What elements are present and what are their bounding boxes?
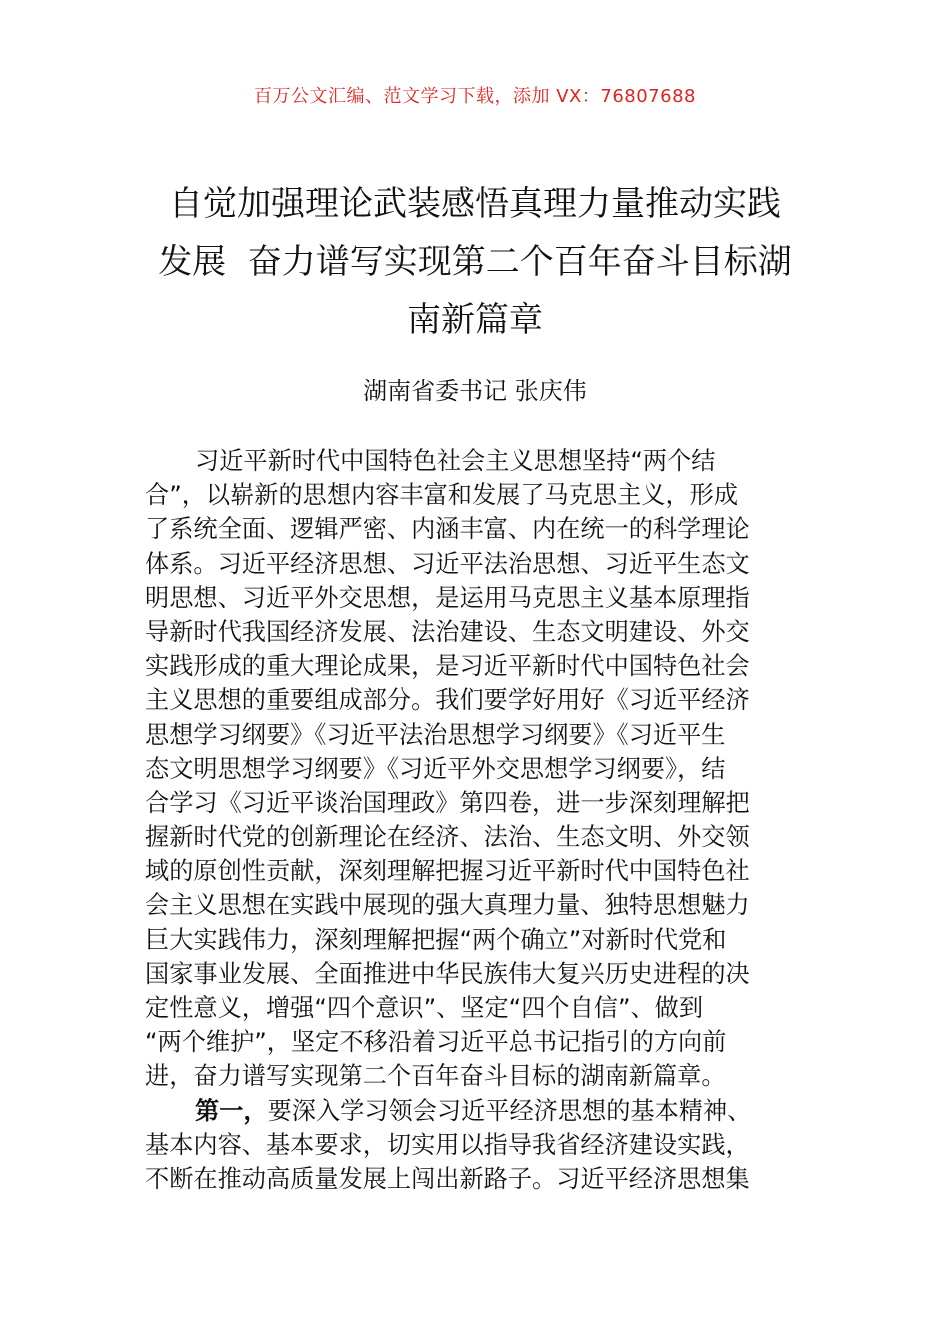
paragraph-line: 主义思想的重要组成部分。我们要学好用好《习近平经济 bbox=[145, 686, 750, 715]
title-line: 自觉加强理论武装感悟真理力量推动实践 bbox=[169, 184, 781, 224]
title-line: 南新篇章 bbox=[407, 300, 543, 340]
paragraph-line: 实践形成的重大理论成果，是习近平新时代中国特色社会 bbox=[145, 652, 750, 681]
watermark-header: 百万公文汇编、范文学习下载，添加 VX：76807688 bbox=[254, 86, 696, 107]
paragraph-line: 合”，以崭新的思想内容丰富和发展了马克思主义，形成 bbox=[145, 481, 739, 510]
author-line: 湖南省委书记 张庆伟 bbox=[363, 377, 587, 405]
paragraph-line: 明思想、习近平外交思想，是运用马克思主义基本原理指 bbox=[145, 583, 750, 612]
paragraph-line: 进，奋力谱写实现第二个百年奋斗目标的湖南新篇章。 bbox=[145, 1062, 726, 1091]
title-line: 发展 奋力谱写实现第二个百年奋斗目标湖 bbox=[158, 242, 792, 282]
paragraph-line: 态文明思想学习纲要》《习近平外交思想学习纲要》，结 bbox=[145, 754, 726, 783]
paragraph-line: 习近平新时代中国特色社会主义思想坚持“两个结 bbox=[195, 447, 716, 475]
paragraph-line: “两个维护”，坚定不移沿着习近平总书记指引的方向前 bbox=[145, 1028, 727, 1057]
paragraph-line: 国家事业发展、全面推进中华民族伟大复兴历史进程的决 bbox=[145, 959, 750, 988]
document-title bbox=[130, 175, 820, 349]
paragraph-line: 定性意义，增强“四个意识”、坚定“四个自信”、做到 bbox=[145, 994, 704, 1022]
paragraph-line: 会主义思想在实践中展现的强大真理力量、独特思想魅力 bbox=[145, 891, 750, 920]
section-lead: 第一， bbox=[195, 1096, 268, 1125]
paragraph-line bbox=[145, 1094, 809, 1128]
paragraph-line: 巨大实践伟力，深刻理解把握“两个确立”对新时代党和 bbox=[145, 925, 727, 954]
paragraph-line: 握新时代党的创新理论在经济、法治、生态文明、外交领 bbox=[145, 823, 750, 852]
paragraph-line: 域的原创性贡献，深刻理解把握习近平新时代中国特色社 bbox=[145, 857, 750, 886]
paragraph-line: 思想学习纲要》《习近平法治思想学习纲要》《习近平生 bbox=[145, 720, 726, 749]
paragraph-line: 合学习《习近平谈治国理政》第四卷，进一步深刻理解把 bbox=[145, 788, 750, 817]
paragraph-line: 不断在推动高质量发展上闯出新路子。习近平经济思想集 bbox=[145, 1164, 750, 1193]
body-text bbox=[145, 444, 809, 1196]
paragraph-line: 体系。习近平经济思想、习近平法治思想、习近平生态文 bbox=[145, 549, 750, 578]
paragraph-line: 导新时代我国经济发展、法治建设、生态文明建设、外交 bbox=[145, 617, 750, 646]
paragraph-line: 了系统全面、逻辑严密、内涵丰富、内在统一的科学理论 bbox=[145, 515, 750, 544]
section-lead-text: 要深入学习领会习近平经济思想的基本精神、 bbox=[267, 1096, 752, 1125]
paragraph-line: 基本内容、基本要求，切实用以指导我省经济建设实践， bbox=[145, 1130, 750, 1159]
